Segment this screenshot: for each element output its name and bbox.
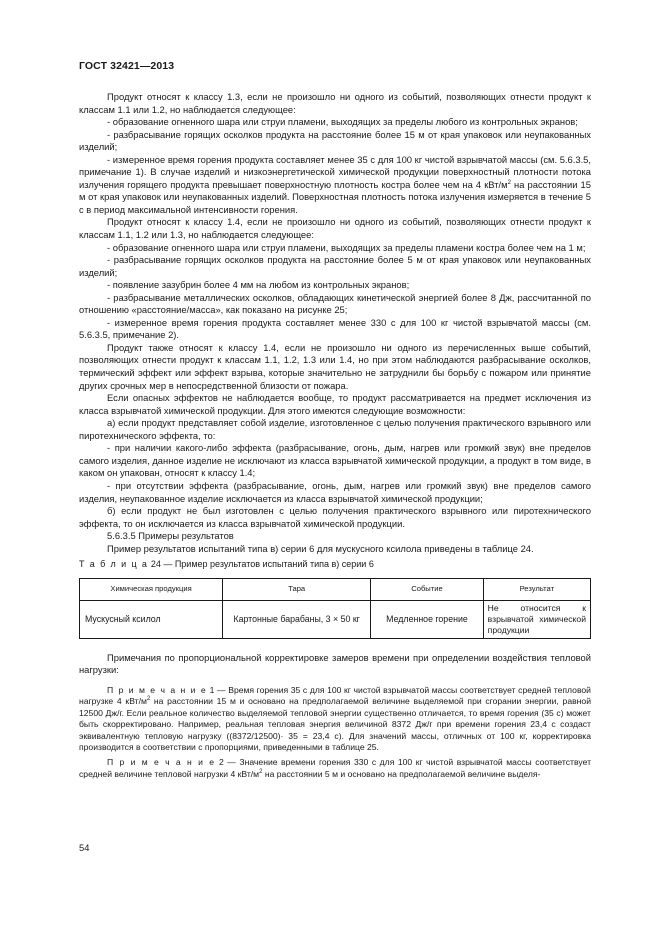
list-item: - появление зазубрин более 4 мм на любом из контрольных экранов; [107, 279, 410, 291]
document-header: ГОСТ 32421—2013 [79, 60, 175, 72]
superscript: 2 [146, 696, 151, 703]
list-item: - разбрасывание металлических осколков, обладающих кинетической энергией более 8 Дж, рассчитанной по отношению «расстояние/масса», как показано на рисунке 25; [79, 291, 591, 316]
table-cell: Картонные барабаны, 3 × 50 кг [223, 600, 371, 638]
table-header-cell: Химическая продукция [80, 578, 223, 600]
list-item: - при отсутствии эффекта (разбрасывание, огонь, дым, нагрев или громкий звук) вне пределов самого изделия, неупакованное изделие исключается из класса взрывчатой химической продукции; [79, 479, 591, 504]
table-cell: Не относится к взрывчатой химической продукции [483, 600, 590, 638]
list-item: - образование огненного шара или струи пламени, выходящих за пределы любого из контрольных экранов; [107, 116, 578, 128]
list-item: а) если продукт представляет собой изделие, изготовленное с целью получения практического взрывного или пиротехнического эффекта, то: [79, 417, 591, 441]
table-row [80, 600, 591, 638]
paragraph: Продукт также относят к классу 1.4, если не произошло ни одного из перечисленных выше событий, позволяющих отнести продукт к классам 1.1, 1.2, 1.3 или 1.4, но при этом наблюдаются разбрасывание осколков, термический эффект или эффект взрыва, которые значительно не затруднили бы борьбу с пожаром или принятие других срочных мер в непосредственной близости от пожара. [79, 341, 591, 391]
table-header-cell: Результат [483, 578, 590, 600]
note-label: П р и м е ч а н и е [107, 757, 216, 768]
table-caption-prefix: Т а б л и ц а [79, 559, 149, 570]
superscript: 2 [507, 179, 511, 186]
list-item [79, 154, 591, 217]
text-run: на расстоянии 15 м и основано на предполагаемой величине выделяемой при сгорании энергии, равной 12500 Дж/г. Если реальное количество выделяемой тепловой энергии существенно отличается, то время горения (35 с) может быть скорректировано. Например, реальная тепловая энергия величиной 8372 Дж/г при времени горения 23,4 с создаст эквивалентную тепловую нагрузку ((8372/12500)· 35 = 23,4 с). Для значений массы, отличных от 100 кг, корректировка производится в соответствии с пропорциями, приведенными в таблице 25. [79, 696, 591, 752]
table-header-cell: Событие [371, 578, 483, 600]
table-header-cell: Тара [223, 578, 371, 600]
section-heading: 5.6.3.5 Примеры результатов [107, 530, 234, 542]
text-run: 1 — Время горения 35 с для 100 кг чистой взрывчатой массы соответствует средней тепловой нагрузке 4 кВт/м [79, 684, 591, 707]
page-number: 54 [79, 842, 90, 853]
table-cell: Мускусный ксилол [80, 600, 223, 638]
list-item: - разбрасывание горящих осколков продукта на расстояние более 15 м от края упаковок или неупакованных изделий; [79, 128, 591, 153]
paragraph: Пример результатов испытаний типа в) серии 6 для мускусного ксилола приведены в таблице 24. [107, 542, 534, 554]
document-body [79, 91, 591, 784]
table-caption-text: 24 — Пример результатов испытаний типа в) серии 6 [148, 559, 374, 570]
notes-intro: Примечания по пропорциональной корректировке замеров времени при определении воздействия тепловой нагрузки: [79, 651, 591, 676]
text-run: 2 — Значение времени горения 330 с для 100 кг чистой взрывчатой массы соответствует средней величине тепловой нагрузки 4 кВт/м [79, 757, 591, 779]
superscript: 2 [259, 768, 263, 775]
list-item: - измеренное время горения продукта составляет менее 330 с для 100 кг чистой взрывчатой массы (см. 5.6.3.5, примечание 2). [79, 316, 591, 341]
paragraph: Если опасных эффектов не наблюдается вообще, то продукт рассматривается на предмет исключения из класса взрывчатой химической продукции. Для этого имеются следующие возможности: [79, 392, 591, 416]
text-run: на расстоянии 15 м от края упаковок или неупакованных изделий. Поверхностная плотность потока излучения измеряется в течение 5 с в период максимальной интенсивности горения. [79, 178, 591, 215]
table-caption [79, 558, 591, 571]
list-item: - при наличии какого-либо эффекта (разбрасывание, огонь, дым, нагрев или громкий звук) вне пределов самого изделия, данное изделие не исключают из класса взрывчатой химической продукции, а продукт в том виде, в каком он упакован, относят к классу 1.4; [79, 442, 591, 479]
results-table [79, 578, 591, 639]
note-label: П р и м е ч а н и е [107, 684, 208, 695]
list-item: - образование огненного шара или струи пламени, выходящих за пределы пламени костра более чем на 1 м; [107, 241, 586, 253]
text-run: на расстоянии 5 м и основано на предполагаемой величине выделя- [262, 768, 541, 779]
text-run: - измеренное время горения продукта составляет менее 35 с для 100 кг чистой взрывчатой массы (см. 5.6.3.5, примечание 1). В случае изделий и низкоэнергетической химической продукции поверхностный плотности потока излучения горящего продукта превышает поверхностную плотность костра более чем на 4 кВт/м [79, 153, 591, 190]
note-1 [79, 685, 591, 753]
paragraph: Продукт относят к классу 1.4, если не произошло ни одного из событий, позволяющих отнести продукт к классам 1.1, 1.2 или 1.3, но наблюдается следующее: [79, 216, 591, 241]
table-header-row [80, 578, 591, 600]
paragraph: Продукт относят к классу 1.3, если не произошло ни одного из событий, позволяющих отнести продукт к классам 1.1 или 1.2, но наблюдается следующее: [79, 91, 591, 115]
list-item: - разбрасывание горящих осколков продукта на расстояние более 5 м от края упаковок или неупакованных изделий; [79, 254, 591, 278]
table-cell: Медленное горение [371, 600, 483, 638]
list-item: б) если продукт не был изготовлен с целью получения практического взрывного или пиротехнического эффекта, то он исключается из класса взрывчатой химической продукции. [79, 505, 591, 529]
note-2 [79, 757, 591, 780]
